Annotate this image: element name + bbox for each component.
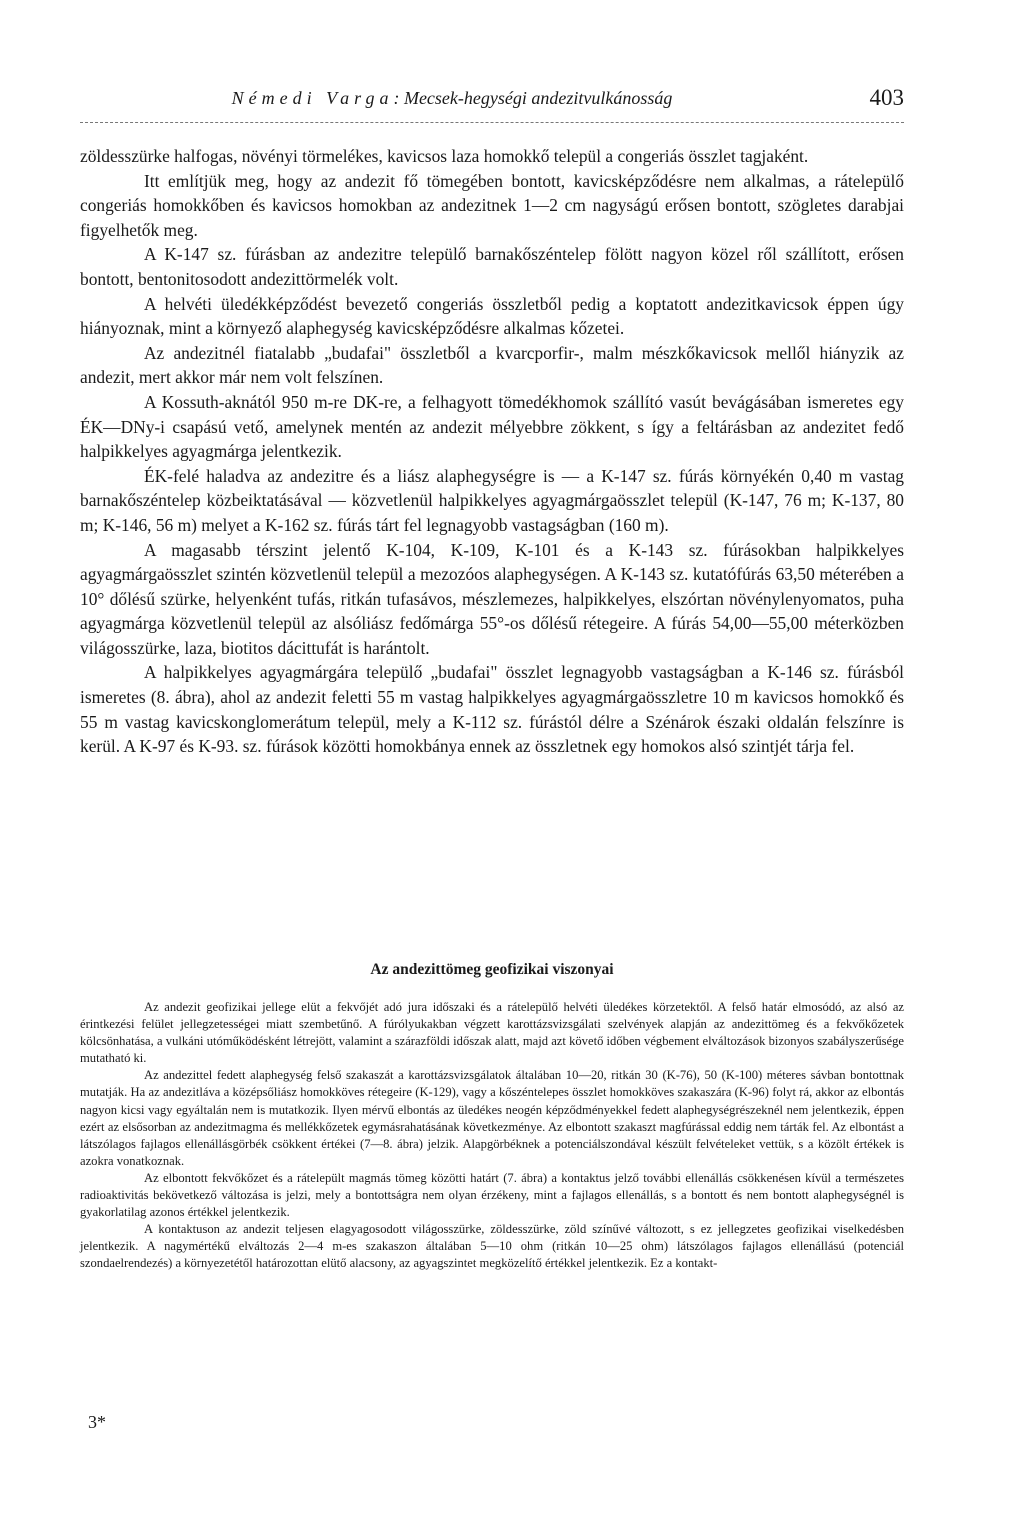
body-paragraph-1: zöldesszürke halfogas, növényi törmelékes, kavicsos laza homokkő települ a congeriás összlet tagjaként. — [80, 146, 809, 166]
running-header — [80, 86, 904, 120]
running-title — [80, 86, 824, 110]
body-paragraph-2: Itt említjük meg, hogy az andezit fő tömegében bontott, kavicsképződésre nem alkalmas, a rátelepülő congeriás homokkőben és kavicsos homokban az andezitnek 1—2 cm nagyságú erősen bontott, szögletes darabjai figyelhetők meg. — [80, 170, 904, 240]
body-paragraph-6: A Kossuth-aknától 950 m-re DK-re, a felhagyott tömedékhomok szállító vasút bevágásában ismeretes egy ÉK—DNy-i csapású vető, amelynek mentén az andezit mélyebbre zökkent, s így a feltárásban az andezitet fedő halpikkelyes agyagmárga jelentkezik. — [80, 391, 904, 462]
body-paragraph-4: A helvéti üledékképződést bevezető congeriás összletből pedig a koptatott andezitkavicsok éppen úgy hiányoznak, mint a környező alaphegység kavicsképződésre alkalmas kőzetei. — [80, 293, 904, 339]
small-paragraph-3: Az elbontott fekvőkőzet és a rátelepült magmás tömeg közötti határt (7. ábra) a kontaktus jelző további ellenállás csökkenésen kívül a természetes radioaktivitás bekövetkező változása is jelzi, mely a bontottságra nem olyan érzékeny, mint a fajlagos ellenállás, s a bontott és nem bontott alaphegységnél is gyakorlatilag azonos értékkel jelentkezik. — [80, 1170, 904, 1220]
page-number: 403 — [869, 85, 904, 110]
body-paragraph-9: A halpikkelyes agyagmárgára települő „budafai" összlet legnagyobb vastagságban a K-146 sz. fúrásból ismeretes (8. ábra), ahol az andezit feletti 55 m vastag halpikkelyes agyagmárgaösszletre 10 m kavicsos homokkő és 55 m vastag kavicskonglomerátum települ, mely a K-112 sz. fúrástól délre a Szénárok északi oldalán felszínre is kerül. A K-97 és K-93. sz. fúrások közötti homokbánya ennek az összletnek egy homokos alsó szintjét tárja fel. — [80, 662, 904, 757]
main-text — [80, 144, 904, 759]
header-author: Némedi Varga — [231, 88, 394, 108]
body-paragraph-8: A magasabb térszint jelentő K-104, K-109, K-101 és a K-143 sz. fúrásokban halpikkelyes agyagmárgaösszlet szintén közvetlenül települ a mezozóos alaphegységen. A K-143 sz. kutatófúrás 63,50 méterében a 10° dőlésű szürke, helyenként tufás, ritkán tufasávos, mészlemezes, halpikkelyes, elszórtan növénylenyomatos, puha agyagmárga közvetlenül települ az alsóliász fedőmárga 55°-os dőlésű rétegeire. A fúrás 54,00—55,00 méterközben világosszürke, laza, biotitos dácittufát is harántolt. — [80, 539, 904, 658]
header-divider — [80, 122, 904, 123]
small-paragraph-4: A kontaktuson az andezit teljesen elagyagosodott világosszürke, zöldesszürke, zöld színűvé változott, s ez jellegzetes geofizikai viselkedésben jelentkezik. A nagymértékű elváltozás 2—4 m-es szakaszon általában 5—10 ohm (ritkán 10—25 ohm) látszólagos fajlagos ellenállású (potenciál szondaelrendezés) a környezetétől határozottan elütő alacsony, az agyagszintet megközelítő értékkel jelentkezik. Ez a kontakt- — [80, 1222, 904, 1271]
header-title: Mecsek-hegységi andezitvulkánosság — [403, 88, 673, 108]
body-paragraph-7: ÉK-felé haladva az andezitre és a liász alaphegységre is — a K-147 sz. fúrás környékén 0,40 m vastag barnakőszéntelep közbeiktatásával — közvetlenül halpikkelyes agyagmárgaösszlet települ (K-147, 76 m; K-137, 80 m; K-146, 56 m) melyet a K-162 sz. fúrás tárt fel legnagyobb vastagságban (160 m). — [80, 465, 904, 535]
printer-signature: 3* — [88, 1412, 106, 1432]
small-paragraph-1: Az andezit geofizikai jellege elüt a fekvőjét adó jura időszaki és a rátelepülő helvéti üledékes körzetektől. A felső határ elmosódó, az alsó az érintkezési felület jellegzetességei miatt szembetűnő. A fúrólyukakban végzett karottázsvizsgálati szelvények alapján az andezittömeg és a fekvőkőzetek kölcsönhatása, a vulkáni utóműködésként létrejött, valamint a szárazföldi időszak alatt, majd azt követő időben végbement elváltozások bizonyos szabályszerűsége mutatható ki. — [80, 1000, 904, 1066]
small-paragraph-2: Az andezittel fedett alaphegység felső szakaszát a karottázsvizsgálatok általában 10—20, ritkán 30 (K-76), 50 (K-100) méteres sávban bontottnak mutatják. Ha az andezitláva a középsőliász homokköves rétegeire (K-129), vagy a kőszéntelepes összlet homokköves szakaszára (K-96) folyt rá, akkor az elbontás nagyon kicsi vagy egyáltalán nem is mutatkozik. Ilyen mérvű elbontás az üledékes neogén képződményekkel fedett alaphegységrészeknél nem jelentkezik, éppen ezért az elsősorban az andezitmagma és mellékkőzetek egymásrahatásának következménye. Az elbontott szakaszt magfúrással eddig nem tárták fel. Az elbontást a látszólagos fajlagos ellenállásgörbék csökkent értékei (7—8. ábra) jelzik. Alapgörbéknek a potenciálszondával készült felvételeket vettük, s a közölt értékek is azokra vonatkoznak. — [80, 1068, 904, 1168]
body-paragraph-5: Az andezitnél fiatalabb „budafai" összletből a kvarcporfir-, malm mészkőkavicsok mellől hiányzik az andezit, mert akkor már nem volt felszínen. — [80, 342, 904, 388]
header-separator: : — [393, 88, 404, 108]
section-heading: Az andezittömeg geofizikai viszonyai — [370, 961, 614, 978]
small-print-text — [80, 999, 904, 1273]
body-paragraph-3: A K-147 sz. fúrásban az andezitre települő barnakőszéntelep fölött nagyon közel ről szállított, erősen bontott, bentonitosodott andezittörmelék volt. — [80, 244, 904, 289]
